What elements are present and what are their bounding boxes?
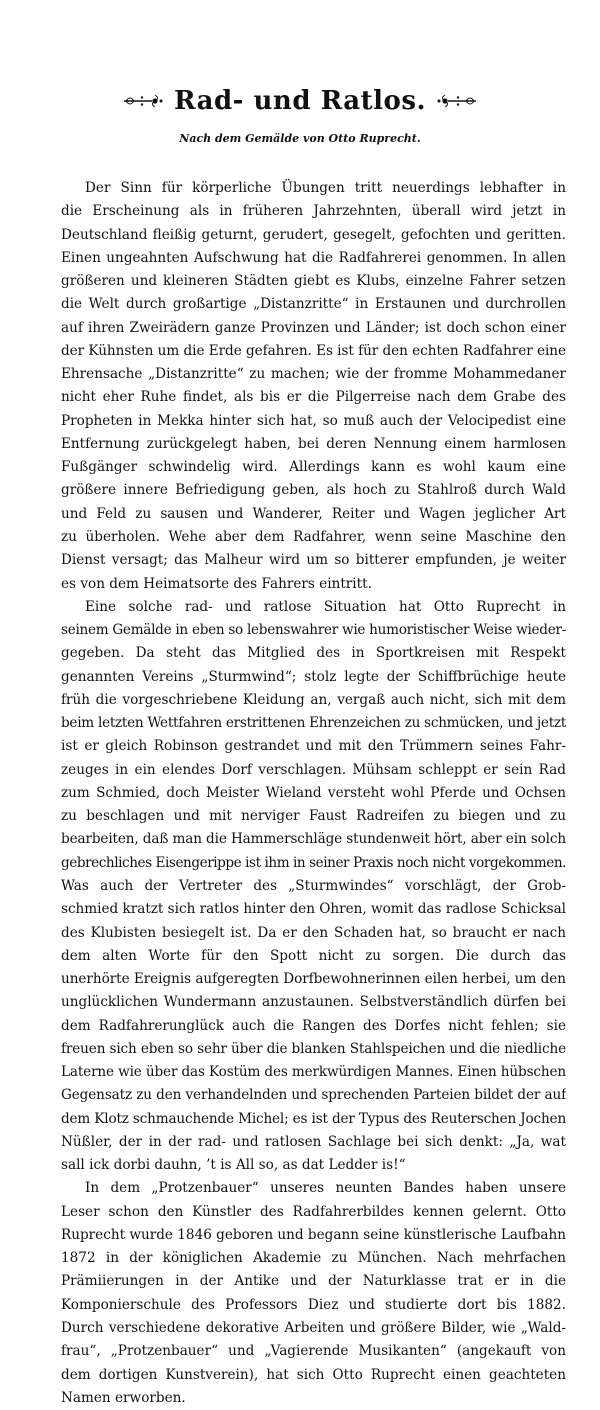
text-line: 1872 in der königlichen Akademie zu München. Nach mehrfachen <box>61 1250 566 1267</box>
text-line: Fußgänger schwindelig wird. Allerdings kann es wohl kaum eine <box>61 459 566 476</box>
text-line: es von dem Heimatsorte des Fahrers eintritt. <box>61 575 372 592</box>
text-line: dem dortigen Kunstverein), hat sich Otto Ruprecht einen geachteten <box>61 1366 566 1383</box>
text-line: der Kühnsten um die Erde gefahren. Es ist für den echten Radfahrer eine <box>61 342 566 359</box>
text-line: ist er gleich Robinson gestrandet und mit den Trümmern seines Fahr- <box>61 738 566 755</box>
text-line: gebrechliches Eisengerippe ist ihm in seiner Praxis noch nicht vorgekommen. <box>61 854 566 871</box>
text-line: die Welt durch großartige „Distanzritte“ in Erstaunen und durchrollen <box>61 296 566 313</box>
text-line: seinem Gemälde in eben so lebenswahrer wie humoristischer Weise wieder- <box>61 622 566 639</box>
text-line: unglücklichen Wundermann anzustaunen. Selbstverständlich dürfen bei <box>61 994 566 1011</box>
text-line: und Feld zu sausen und Wanderer, Reiter und Wagen jeglicher Art <box>61 505 566 522</box>
text-line: Dienst versagt; das Malheur wird um so bitterer empfunden, je weiter <box>61 552 566 569</box>
text-line: Propheten in Mekka hinter sich hat, so muß auch der Velocipedist eine <box>61 412 566 429</box>
text-line: Durch verschiedene dekorative Arbeiten und größere Bilder, wie „Wald- <box>61 1320 566 1337</box>
text-line: In dem „Protzenbauer“ unseres neunten Bandes haben unsere <box>85 1180 566 1197</box>
text-line: dem alten Worte für den Spott nicht zu sorgen. Die durch das <box>61 947 566 964</box>
text-line: größere innere Befriedigung geben, als hoch zu Stahlroß durch Wald <box>61 482 566 499</box>
text-line: dem Radfahrerunglück auch die Rangen des Dorfes nicht fehlen; sie <box>61 1017 566 1034</box>
text-line: Nüßler, der in der rad- und ratlosen Sachlage bei sich denkt: „Ja, wat <box>61 1133 566 1150</box>
text-line: Prämiierungen in der Antike und der Naturklasse trat er in die <box>61 1273 566 1290</box>
text-line: beim letzten Wettfahren erstrittenen Ehrenzeichen zu schmücken, und jetzt <box>61 715 566 732</box>
text-line: schmied kratzt sich ratlos hinter den Ohren, womit das radlose Schicksal <box>61 901 566 918</box>
text-line: gegeben. Da steht das Mitglied des in Sportkreisen mit Respekt <box>61 645 566 662</box>
text-line: auf ihren Zweirädern ganze Provinzen und Länder; ist doch schon einer <box>61 319 566 336</box>
title-row <box>0 84 600 118</box>
text-line: Einen ungeahnten Aufschwung hat die Radfahrerei genommen. In allen <box>61 249 566 266</box>
text-line: Der Sinn für körperliche Übungen tritt neuerdings lebhafter in <box>85 180 566 196</box>
page-title: Rad- und Ratlos. <box>173 86 427 116</box>
text-line: sall ick dorbi dauhn, ’t is All so, as dat Ledder is!“ <box>61 1157 406 1174</box>
article-body <box>61 177 566 1410</box>
text-line: Komponierschule des Professors Diez und studierte dort bis 1882. <box>61 1296 566 1313</box>
text-line: Gegensatz zu den verhandelnden und sprechenden Parteien bildet der auf <box>61 1087 566 1104</box>
text-line: unerhörte Ereignis aufgeregten Dorfbewohnerinnen eilen herbei, um den <box>61 971 566 988</box>
text-line: bearbeiten, daß man die Hammerschläge stundenweit hört, aber ein solch <box>61 831 566 848</box>
text-line: zu überholen. Wehe aber dem Radfahrer, wenn seine Maschine den <box>61 528 566 545</box>
text-line: Eine solche rad- und ratlose Situation hat Otto Ruprecht in <box>85 598 566 615</box>
subtitle: Nach dem Gemälde von Otto Ruprecht. <box>179 132 421 145</box>
text-line: Entfernung zurückgelegt haben, bei deren Nennung einem harmlosen <box>61 435 566 452</box>
text-line: zu beschlagen und mit nerviger Faust Radreifen zu biegen und zu <box>61 808 566 825</box>
text-line: frau“, „Protzenbauer“ und „Vagierende Musikanten“ (angekauft von <box>61 1343 566 1360</box>
text-line: zum Schmied, doch Meister Wieland versteht wohl Pferde und Ochsen <box>61 784 566 801</box>
text-line: Ruprecht wurde 1846 geboren und begann seine künstlerische Laufbahn <box>61 1226 566 1243</box>
ornament-right-icon <box>436 91 478 111</box>
text-line: größeren und kleineren Städten giebt es Klubs, einzelne Fahrer setzen <box>61 273 566 290</box>
text-line: früh die vorgeschriebene Kleidung an, vergaß auch nicht, sich mit dem <box>61 691 566 708</box>
text-line: Laterne wie über das Kostüm des merkwürdigen Mannes. Einen hübschen <box>61 1064 566 1081</box>
text-line: Leser schon den Künstler des Radfahrerbildes kennen gelernt. Otto <box>61 1203 566 1220</box>
text-line: Ehrensache „Distanzritte“ zu machen; wie der fromme Mohammedaner <box>61 366 566 383</box>
ornament-left-icon <box>122 91 164 111</box>
text-line: Namen erworben. <box>61 1389 186 1406</box>
text-line: die Erscheinung als in früheren Jahrzehnten, überall wird jetzt in <box>61 203 566 220</box>
text-line: nicht eher Ruhe findet, als bis er die Pilgerreise nach dem Grabe des <box>61 389 566 406</box>
text-line: freuen sich eben so sehr über die blanken Stahlspeichen und die niedliche <box>61 1040 566 1057</box>
text-line: des Klubisten besiegelt ist. Da er den Schaden hat, so braucht er nach <box>61 924 566 941</box>
text-line: dem Klotz schmauchende Michel; es ist der Typus des Reuterschen Jochen <box>61 1110 566 1127</box>
text-line: Deutschland fleißig geturnt, gerudert, gesegelt, gefochten und geritten. <box>61 226 566 243</box>
text-line: zeuges in ein elendes Dorf verschlagen. Mühsam schleppt er sein Rad <box>61 761 566 778</box>
text-line: Was auch der Vertreter des „Sturmwindes“ vorschlägt, der Grob- <box>61 877 566 894</box>
text-line: genannten Vereins „Sturmwind“; stolz legte der Schiffbrüchige heute <box>61 668 566 685</box>
